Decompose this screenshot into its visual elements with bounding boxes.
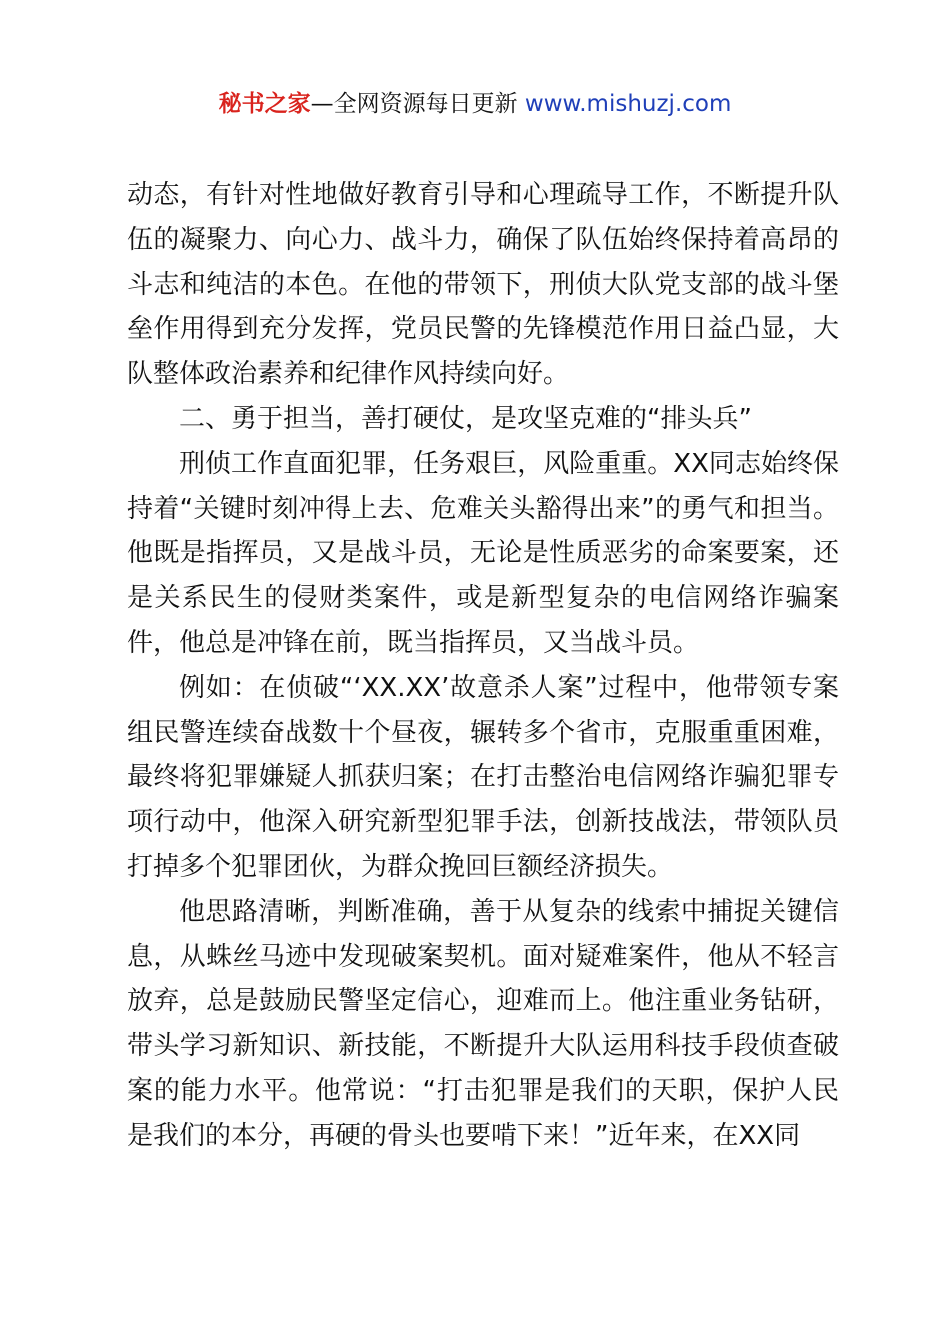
brand-name: 秘书之家: [218, 91, 311, 117]
document-body: [127, 173, 839, 1159]
section-heading: 二、勇于担当，善打硬仗，是攻坚克难的“排头兵”: [179, 403, 752, 434]
paragraph: 刑侦工作直面犯罪，任务艰巨，风险重重。XX同志始终保持着“关键时刻冲得上去、危难关头豁得出来”的勇气和担当。他既是指挥员，又是战斗员，无论是性质恶劣的命案要案，还是关系民生的侵财类案件，或是新型复杂的电信网络诈骗案件，他总是冲锋在前，既当指挥员，又当战斗员。: [127, 448, 839, 658]
paragraph: 他思路清晰，判断准确，善于从复杂的线索中捕捉关键信息，从蛛丝马迹中发现破案契机。面对疑难案件，他从不轻言放弃，总是鼓励民警坚定信心，迎难而上。他注重业务钻研，带头学习新知识、新技能，不断提升大队运用科技手段侦查破案的能力水平。他常说：“打击犯罪是我们的天职，保护人民是我们的本分，再硬的骨头也要啃下来！”近年来，在XX同: [127, 896, 839, 1151]
paragraph: 例如：在侦破“‘XX.XX’故意杀人案”过程中，他带领专案组民警连续奋战数十个昼夜，辗转多个省市，克服重重困难，最终将犯罪嫌疑人抓获归案；在打击整治电信网络诈骗犯罪专项行动中，他深入研究新型犯罪手法，创新技战法，带领队员打掉多个犯罪团伙，为群众挽回巨额经济损失。: [127, 672, 839, 882]
site-url-link[interactable]: www.mishuzj.com: [524, 91, 732, 117]
paragraph-continuation: 动态，有针对性地做好教育引导和心理疏导工作，不断提升队伍的凝聚力、向心力、战斗力，确保了队伍始终保持着高昂的斗志和纯洁的本色。在他的带领下，刑侦大队党支部的战斗堡垒作用得到充分发挥，党员民警的先锋模范作用日益凸显，大队整体政治素养和纪律作风持续向好。: [127, 180, 839, 390]
page-header: [0, 88, 950, 120]
header-slogan: —全网资源每日更新: [310, 91, 518, 117]
